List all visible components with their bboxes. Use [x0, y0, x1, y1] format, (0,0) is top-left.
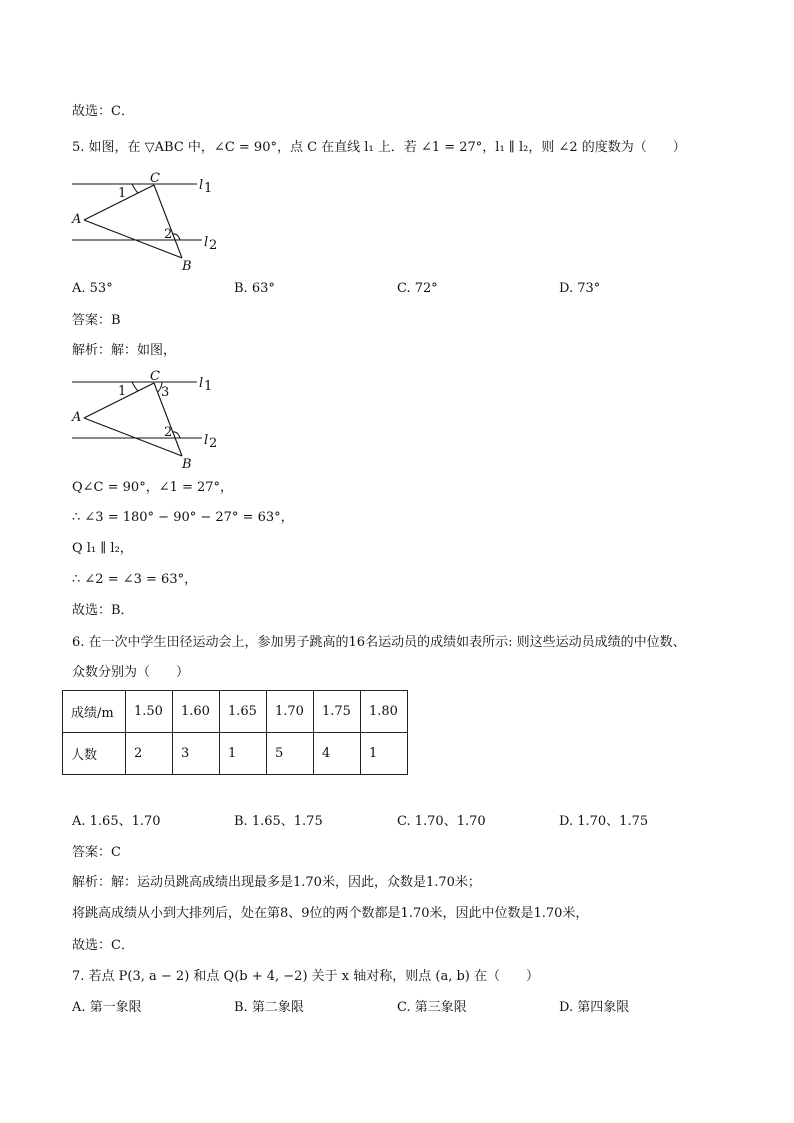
- label-a: A: [72, 212, 82, 227]
- label-l2: l: [204, 235, 209, 250]
- table-cell: 1.65: [220, 691, 267, 733]
- table-cell: 1: [361, 733, 408, 775]
- table-cell: 1.80: [361, 691, 408, 733]
- score-table: [62, 690, 408, 775]
- q6-options: [72, 813, 732, 831]
- label-l2: l: [204, 433, 209, 448]
- q6-stem-line2: 众数分别为（ ）: [72, 665, 190, 680]
- table-cell: 1.60: [173, 691, 220, 733]
- q5-step-1: Q∠C = 90°，∠1 = 27°，: [72, 480, 234, 495]
- label-l2-sub: 2: [209, 238, 218, 253]
- label-b: B: [182, 259, 192, 274]
- q5-option-a: A. 53°: [72, 281, 113, 296]
- q5-answer: 答案：B: [72, 313, 121, 328]
- label-l1: l: [199, 178, 204, 193]
- q5-option-c: C. 72°: [397, 281, 438, 296]
- q6-analysis-line1: 解析：解：运动员跳高成绩出现最多是1.70米，因此，众数是1.70米；: [72, 875, 481, 890]
- label-angle1: 1: [118, 384, 127, 399]
- label-l1: l: [199, 376, 204, 391]
- q5-step-2: ∴ ∠3 = 180° − 90° − 27° = 63°，: [72, 510, 294, 525]
- q6-final: 故选：C．: [72, 938, 134, 953]
- q5-stem: 5. 如图，在 ▽ABC 中，∠C = 90°，点 C 在直线 l₁ 上．若 ∠1 = 27°，l₁ ∥ l₂，则 ∠2 的度数为（ ）: [72, 140, 686, 155]
- q7-option-c: C. 第三象限: [397, 1000, 467, 1015]
- q5-option-d: D. 73°: [559, 281, 601, 296]
- q7-stem: 7. 若点 P(3, a − 2) 和点 Q(b + 4, −2) 关于 x 轴对称，则点 (a, b) 在（ ）: [72, 969, 539, 984]
- table-row: [63, 691, 408, 733]
- q5-analysis-intro: 解析：解：如图，: [72, 343, 177, 358]
- table-cell: 1.50: [126, 691, 173, 733]
- q6-option-d: D. 1.70、1.75: [559, 814, 649, 829]
- q7-option-d: D. 第四象限: [559, 1000, 630, 1015]
- q7-option-b: B. 第二象限: [234, 1000, 304, 1015]
- table-cell: 3: [173, 733, 220, 775]
- q6-analysis-line2: 将跳高成绩从小到大排列后，处在第8、9位的两个数都是1.70米，因此中位数是1.70米，: [72, 906, 589, 921]
- q6-option-a: A. 1.65、1.70: [72, 814, 161, 829]
- label-angle1: 1: [118, 186, 127, 201]
- table-cell: 2: [126, 733, 173, 775]
- table-cell: 1.70: [267, 691, 314, 733]
- angle1-arc: [132, 382, 138, 391]
- angle1-arc: [132, 184, 138, 193]
- label-l2-sub: 2: [209, 436, 218, 451]
- table-row: [63, 733, 408, 775]
- q5-step-3: Q l₁ ∥ l₂，: [72, 541, 133, 556]
- q5-step-4: ∴ ∠2 = ∠3 = 63°，: [72, 572, 198, 587]
- label-c: C: [150, 171, 160, 186]
- q6-option-b: B. 1.65、1.75: [234, 814, 323, 829]
- table-cell: 1: [220, 733, 267, 775]
- q5-figure: [70, 168, 230, 274]
- q5-options: [72, 280, 732, 298]
- prev-answer: 故选：C．: [72, 104, 134, 119]
- label-a: A: [72, 410, 82, 425]
- label-angle2: 2: [164, 227, 173, 242]
- q6-stem-line1: 6. 在一次中学生田径运动会上，参加男子跳高的16名运动员的成绩如表所示: 则这些运动员成绩的中位数、: [72, 635, 686, 650]
- table-cell: 5: [267, 733, 314, 775]
- q6-answer: 答案：C: [72, 845, 121, 860]
- q5-option-b: B. 63°: [234, 281, 275, 296]
- q5-analysis-figure: [70, 366, 230, 472]
- table-cell: 4: [314, 733, 361, 775]
- label-c: C: [150, 369, 160, 384]
- table-row-header: 成绩/m: [63, 691, 126, 733]
- q5-final: 故选：B．: [72, 603, 134, 618]
- label-angle3: 3: [161, 385, 170, 400]
- table-row-header: 人数: [63, 733, 126, 775]
- segment-cb: [154, 185, 182, 258]
- q7-options: [72, 999, 732, 1017]
- label-l1-sub: 1: [204, 181, 213, 196]
- label-l1-sub: 1: [204, 379, 213, 394]
- label-angle2: 2: [164, 425, 173, 440]
- q7-option-a: A. 第一象限: [72, 1000, 142, 1015]
- q6-option-c: C. 1.70、1.70: [397, 814, 486, 829]
- label-b: B: [182, 457, 192, 472]
- table-cell: 1.75: [314, 691, 361, 733]
